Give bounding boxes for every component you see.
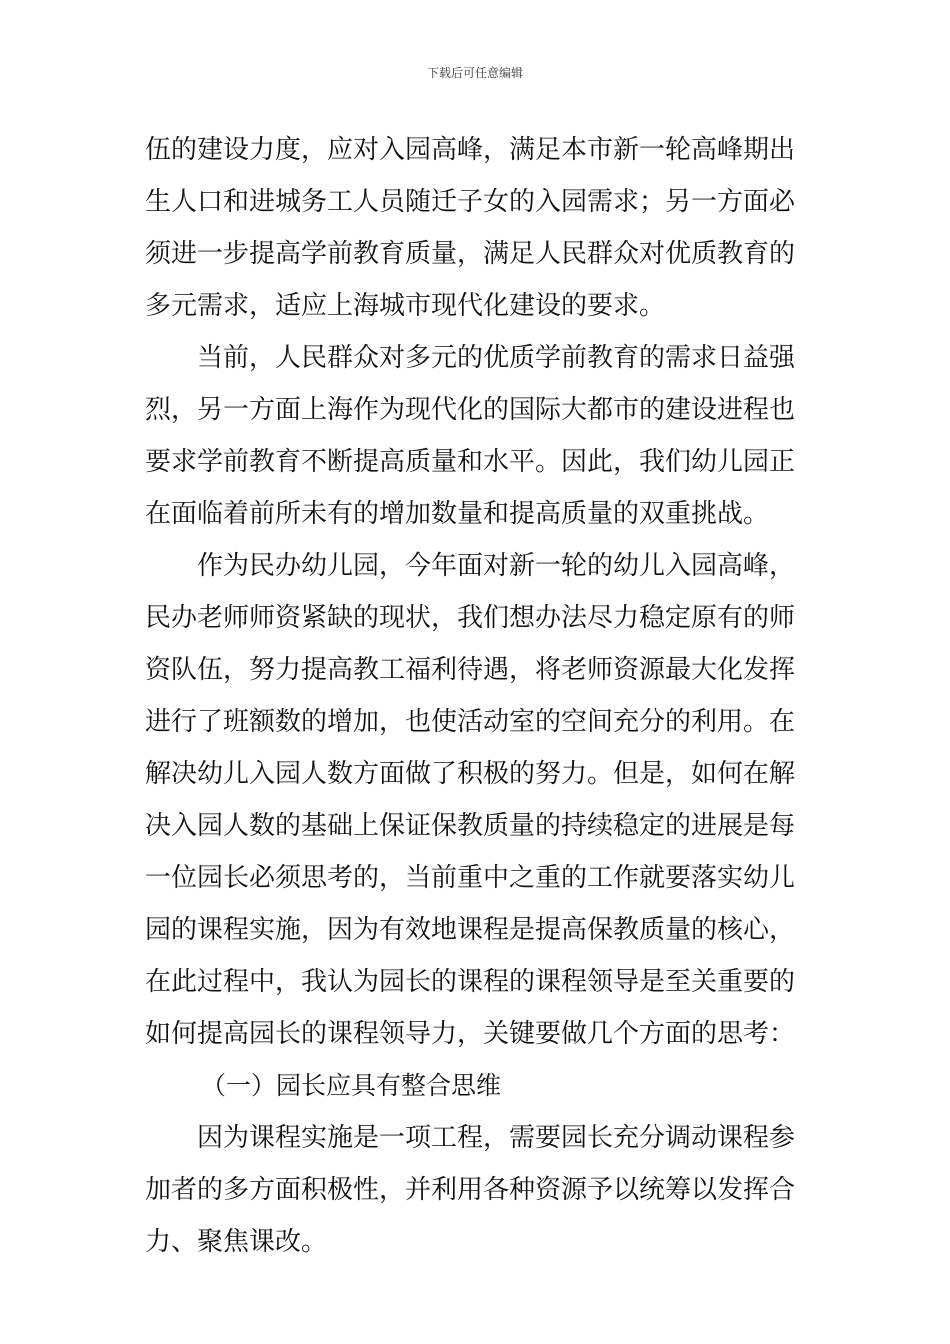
paragraph-line: 资队伍，努力提高教工福利待遇，将老师资源最大化发挥 (145, 655, 796, 685)
paragraph-line: 加者的多方面积极性，并利用各种资源予以统筹以发挥合 (145, 1175, 796, 1205)
paragraph-line: 烈，另一方面上海作为现代化的国际大都市的建设进程也 (145, 395, 796, 425)
paragraph-line: 进行了班额数的增加，也使活动室的空间充分的利用。在 (145, 707, 796, 737)
paragraph-line: 民办老师师资紧缺的现状，我们想办法尽力稳定原有的师 (145, 603, 796, 633)
paragraph-line: 多元需求，适应上海城市现代化建设的要求。 (145, 291, 666, 321)
paragraph-line: 须进一步提高学前教育质量，满足人民群众对优质教育的 (145, 239, 796, 269)
paragraph-line: 一位园长必须思考的，当前重中之重的工作就要落实幼儿 (145, 863, 796, 893)
paragraph-line: 决入园人数的基础上保证保教质量的持续稳定的进展是每 (145, 811, 796, 841)
paragraph-line: 如何提高园长的课程领导力，关键要做几个方面的思考： (145, 1019, 796, 1049)
document-body (145, 124, 810, 1268)
paragraph-first-line: 作为民办幼儿园，今年面对新一轮的幼儿入园高峰， (197, 551, 796, 581)
paragraph-first-line: 因为课程实施是一项工程，需要园长充分调动课程参 (197, 1123, 796, 1153)
section-heading: （一）园长应具有整合思维 (201, 1071, 502, 1100)
paragraph-line: 在面临着前所未有的增加数量和提高质量的双重挑战。 (145, 499, 770, 529)
page-header: 下载后可任意编辑 (426, 66, 523, 80)
paragraph-line: 园的课程实施，因为有效地课程是提高保教质量的核心， (145, 915, 796, 945)
paragraph-first-line: 当前，人民群众对多元的优质学前教育的需求日益强 (197, 343, 796, 373)
paragraph-line: 生人口和进城务工人员随迁子女的入园需求；另一方面必 (145, 187, 796, 217)
paragraph-line: 伍的建设力度，应对入园高峰，满足本市新一轮高峰期出 (145, 135, 796, 165)
paragraph-line: 在此过程中，我认为园长的课程的课程领导是至关重要的 (145, 967, 796, 997)
paragraph-line: 力、聚焦课改。 (145, 1227, 328, 1257)
paragraph-line: 要求学前教育不断提高质量和水平。因此，我们幼儿园正 (145, 447, 796, 477)
paragraph-line: 解决幼儿入园人数方面做了积极的努力。但是，如何在解 (145, 759, 796, 789)
